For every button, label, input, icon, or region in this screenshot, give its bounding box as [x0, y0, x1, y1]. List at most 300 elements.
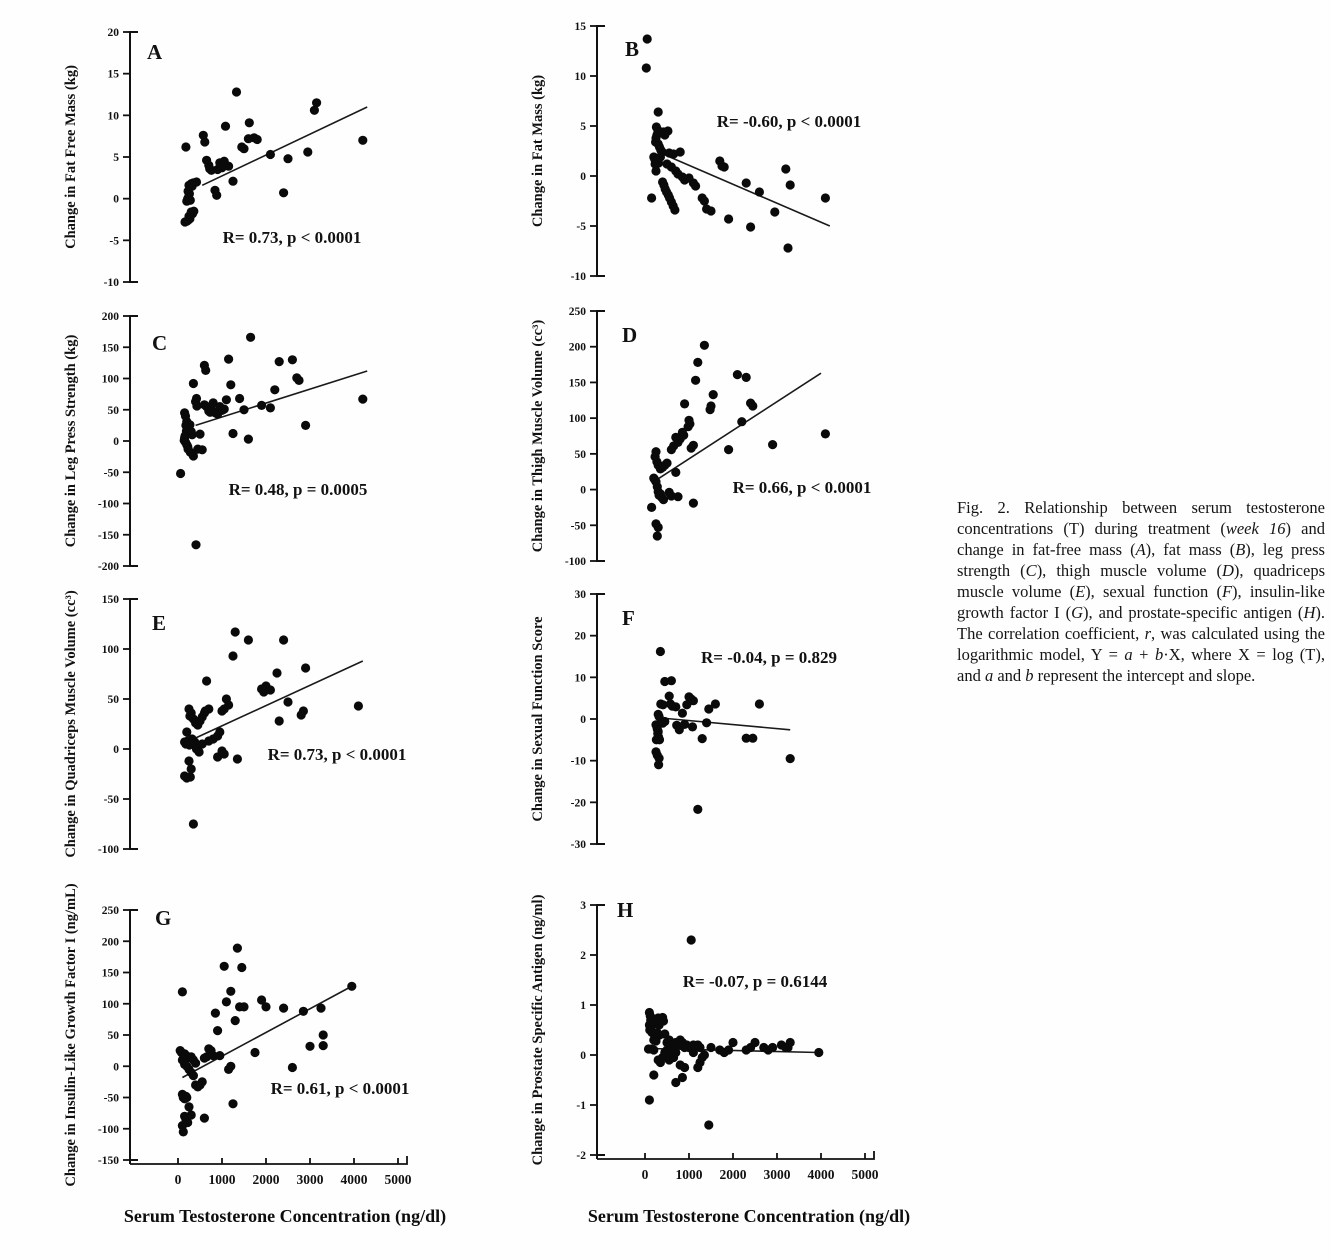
- y-tick-label: -5: [109, 235, 119, 248]
- data-point: [279, 188, 288, 197]
- data-point: [198, 1077, 207, 1086]
- y-tick-label: -20: [570, 797, 586, 810]
- x-tick-label: 3000: [763, 1167, 791, 1182]
- data-point: [217, 706, 226, 715]
- caption-segment: F: [1221, 582, 1233, 601]
- panel-letter: A: [147, 40, 163, 64]
- data-point: [654, 107, 663, 116]
- y-axis: [130, 910, 138, 1160]
- data-point: [706, 405, 715, 414]
- data-point: [233, 754, 242, 763]
- data-point: [748, 401, 757, 410]
- y-tick-label: -5: [576, 221, 586, 233]
- caption-segment: represent the intercept and slope.: [1033, 666, 1256, 685]
- y-tick-label: 100: [101, 998, 119, 1011]
- data-point: [720, 162, 729, 171]
- y-tick-label: 50: [107, 404, 119, 417]
- data-point: [184, 756, 193, 765]
- panel-letter: E: [152, 611, 167, 635]
- y-tick-label: 10: [107, 110, 119, 123]
- x-tick-label: 4000: [807, 1167, 835, 1182]
- regression-line: [658, 373, 821, 479]
- data-point: [212, 191, 221, 200]
- data-point: [700, 1050, 709, 1059]
- panel-E-plot: [55, 585, 485, 877]
- x-tick-label: 0: [174, 1172, 182, 1187]
- y-tick-label: 50: [574, 448, 586, 461]
- data-point: [689, 1048, 698, 1057]
- data-point: [667, 445, 676, 454]
- caption-segment: ·X, where X = log (T), and: [957, 645, 1326, 685]
- y-tick-label: 0: [113, 436, 119, 448]
- caption-segment: C: [1025, 561, 1037, 580]
- y-tick-label: 150: [101, 594, 119, 606]
- y-axis-label: Change in Leg Press Strength (kg): [63, 334, 79, 548]
- y-tick-label: 200: [568, 341, 586, 354]
- caption-segment: ), leg press strength (: [957, 540, 1325, 580]
- y-tick-label: 50: [107, 694, 119, 706]
- regression-line: [196, 371, 368, 425]
- y-axis-label: Change in Insulin-Like Growth Factor I (ng/mL): [63, 883, 79, 1187]
- data-point: [235, 394, 244, 403]
- data-point: [211, 1009, 220, 1018]
- data-point: [649, 1070, 658, 1079]
- data-point: [770, 207, 779, 216]
- panel-letter: H: [617, 898, 634, 922]
- data-point: [288, 355, 297, 364]
- data-point: [755, 699, 764, 708]
- data-point: [195, 430, 204, 439]
- data-point: [270, 385, 279, 394]
- data-point: [746, 222, 755, 231]
- data-point: [659, 495, 668, 504]
- data-point: [266, 685, 275, 694]
- data-point: [654, 523, 663, 532]
- data-point: [266, 150, 275, 159]
- y-tick-label: -100: [97, 498, 119, 511]
- caption-segment: a: [984, 666, 994, 685]
- y-tick-label: 0: [580, 714, 586, 726]
- y-tick-label: -100: [97, 844, 119, 856]
- data-point: [200, 1114, 209, 1123]
- y-tick-label: -10: [103, 277, 119, 289]
- data-point: [706, 206, 715, 215]
- data-point: [224, 355, 233, 364]
- x-tick-label: 1000: [675, 1167, 703, 1182]
- caption-segment: D: [1221, 561, 1234, 580]
- data-point: [691, 376, 700, 385]
- data-point: [647, 503, 656, 512]
- correlation-annotation: R= 0.66, p < 0.0001: [732, 478, 872, 497]
- data-point: [283, 697, 292, 706]
- data-point: [187, 1110, 196, 1119]
- data-point: [706, 1043, 715, 1052]
- data-point: [283, 154, 292, 163]
- data-point: [688, 722, 697, 731]
- y-tick-label: -50: [103, 794, 119, 806]
- data-point: [221, 122, 230, 131]
- data-point: [279, 1004, 288, 1013]
- data-point: [687, 935, 696, 944]
- regression-line: [202, 107, 367, 185]
- data-point: [244, 635, 253, 644]
- caption-segment: ). The correlation coefficient,: [957, 603, 1325, 643]
- data-point: [768, 1043, 777, 1052]
- data-point: [693, 805, 702, 814]
- data-point: [213, 1026, 222, 1035]
- data-point: [303, 147, 312, 156]
- y-tick-label: -100: [564, 556, 586, 568]
- caption-segment: ), fat mass (: [1145, 540, 1236, 559]
- data-point: [724, 214, 733, 223]
- data-point: [204, 704, 213, 713]
- data-point: [671, 1078, 680, 1087]
- data-point: [246, 333, 255, 342]
- data-point: [228, 177, 237, 186]
- data-point: [244, 134, 253, 143]
- data-point: [192, 394, 201, 403]
- data-point: [665, 692, 674, 701]
- data-point: [742, 178, 751, 187]
- caption-segment: E: [1075, 582, 1086, 601]
- y-axis: [130, 32, 138, 282]
- x-tick-label: 5000: [384, 1172, 412, 1187]
- data-point: [347, 982, 356, 991]
- y-axis: [130, 599, 138, 849]
- y-tick-label: 0: [580, 1050, 586, 1062]
- data-point: [680, 1063, 689, 1072]
- data-point: [301, 663, 310, 672]
- y-tick-label: -150: [97, 1155, 119, 1167]
- data-point: [821, 193, 830, 202]
- data-point: [189, 819, 198, 828]
- panel-H-plot: [522, 891, 952, 1199]
- x-tick-label: 3000: [296, 1172, 324, 1187]
- y-axis: [130, 316, 138, 566]
- y-tick-label: 10: [574, 672, 586, 685]
- caption-segment: b: [1025, 666, 1034, 685]
- regression-line: [658, 152, 830, 226]
- caption-segment: a: [1124, 645, 1133, 664]
- data-point: [651, 166, 660, 175]
- y-tick-label: -50: [570, 520, 586, 533]
- panel-D-plot: [522, 297, 952, 589]
- data-point: [305, 1042, 314, 1051]
- y-tick-label: 0: [580, 484, 586, 497]
- y-tick-label: 1: [580, 1000, 586, 1012]
- data-point: [700, 196, 709, 205]
- data-point: [660, 717, 669, 726]
- data-point: [224, 162, 233, 171]
- y-tick-label: 5: [580, 121, 586, 133]
- y-axis: [597, 311, 605, 561]
- panel-letter: G: [155, 906, 172, 930]
- y-axis-label: Change in Sexual Function Score: [530, 616, 546, 822]
- data-point: [215, 727, 224, 736]
- data-point: [215, 1051, 224, 1060]
- data-point: [198, 445, 207, 454]
- data-point: [814, 1048, 823, 1057]
- data-point: [189, 1071, 198, 1080]
- y-tick-label: 15: [107, 68, 119, 81]
- data-point: [651, 1036, 660, 1045]
- data-point: [228, 1099, 237, 1108]
- y-tick-label: 3: [580, 900, 586, 912]
- data-point: [689, 499, 698, 508]
- data-point: [202, 676, 211, 685]
- data-point: [244, 435, 253, 444]
- data-point: [253, 135, 262, 144]
- data-point: [659, 1016, 668, 1025]
- data-point: [319, 1030, 328, 1039]
- y-tick-label: 200: [101, 311, 119, 323]
- data-point: [647, 193, 656, 202]
- caption-segment: r: [1144, 624, 1151, 643]
- data-point: [658, 700, 667, 709]
- panel-B-plot: [522, 12, 952, 304]
- y-tick-label: -1: [576, 1100, 586, 1112]
- x-tick-label: 2000: [252, 1172, 280, 1187]
- data-point: [178, 987, 187, 996]
- caption-segment: ), quadriceps muscle volume (: [957, 561, 1326, 601]
- x-axis-title-right: Serum Testosterone Concentration (ng/dl): [587, 1206, 911, 1226]
- data-point: [671, 468, 680, 477]
- y-tick-label: 20: [574, 630, 586, 643]
- data-point: [693, 358, 702, 367]
- data-point: [786, 754, 795, 763]
- data-point: [232, 87, 241, 96]
- data-point: [299, 1007, 308, 1016]
- data-point: [671, 1048, 680, 1057]
- data-point: [226, 380, 235, 389]
- data-point: [655, 735, 664, 744]
- data-point: [192, 177, 201, 186]
- x-tick-label: 0: [641, 1167, 649, 1182]
- y-tick-label: 150: [101, 967, 119, 980]
- panel-letter: D: [622, 323, 638, 347]
- correlation-annotation: R= 0.73, p < 0.0001: [267, 745, 407, 764]
- y-tick-label: 150: [568, 377, 586, 390]
- y-tick-label: 30: [574, 589, 586, 601]
- y-axis: [597, 905, 605, 1155]
- caption-segment: ), insulin-like growth factor I (: [957, 582, 1325, 622]
- correlation-annotation: R= -0.07, p = 0.6144: [682, 972, 828, 991]
- caption-segment: week 16: [1225, 519, 1286, 538]
- data-point: [755, 187, 764, 196]
- data-point: [673, 492, 682, 501]
- y-tick-label: -150: [97, 529, 119, 542]
- data-point: [656, 152, 665, 161]
- data-point: [176, 469, 185, 478]
- y-tick-label: 250: [568, 306, 586, 318]
- data-point: [191, 540, 200, 549]
- data-point: [682, 700, 691, 709]
- data-point: [237, 963, 246, 972]
- data-point: [724, 445, 733, 454]
- data-point: [733, 370, 742, 379]
- data-point: [239, 144, 248, 153]
- data-point: [821, 429, 830, 438]
- correlation-annotation: R= 0.73, p < 0.0001: [222, 228, 362, 247]
- data-point: [678, 709, 687, 718]
- y-tick-label: -30: [570, 839, 586, 851]
- data-point: [728, 1038, 737, 1047]
- caption-segment: ) and change in fat-free mass (: [957, 519, 1325, 559]
- y-tick-label: 10: [574, 71, 586, 83]
- y-tick-label: 5: [113, 152, 119, 164]
- data-point: [698, 734, 707, 743]
- data-point: [768, 440, 777, 449]
- data-point: [220, 405, 229, 414]
- data-point: [182, 1093, 191, 1102]
- panel-F-plot: [522, 580, 952, 872]
- data-point: [239, 405, 248, 414]
- figure-caption: [957, 497, 1325, 686]
- data-point: [656, 647, 665, 656]
- y-tick-label: 20: [107, 27, 119, 39]
- x-tick-label: 4000: [340, 1172, 368, 1187]
- caption-segment: ), sexual function (: [1085, 582, 1222, 601]
- data-point: [228, 651, 237, 660]
- y-tick-label: 2: [580, 950, 586, 962]
- data-point: [687, 444, 696, 453]
- data-point: [220, 962, 229, 971]
- data-point: [279, 635, 288, 644]
- panel-A-plot: [55, 18, 485, 310]
- data-point: [680, 720, 689, 729]
- panel-C-plot: [55, 302, 485, 594]
- data-point: [667, 676, 676, 685]
- y-tick-label: 100: [101, 644, 119, 656]
- y-tick-label: 200: [101, 936, 119, 949]
- y-tick-label: -100: [97, 1123, 119, 1136]
- panel-letter: B: [625, 37, 640, 61]
- x-tick-label: 1000: [208, 1172, 236, 1187]
- data-point: [257, 401, 266, 410]
- data-point: [201, 366, 210, 375]
- data-point: [700, 341, 709, 350]
- data-point: [783, 243, 792, 252]
- caption-segment: and: [993, 666, 1026, 685]
- data-point: [642, 63, 651, 72]
- data-point: [184, 1102, 193, 1111]
- data-point: [649, 1045, 658, 1054]
- data-point: [358, 395, 367, 404]
- caption-segment: G: [1071, 603, 1084, 622]
- data-point: [702, 718, 711, 727]
- data-point: [186, 196, 195, 205]
- data-point: [222, 997, 231, 1006]
- data-point: [653, 531, 662, 540]
- correlation-annotation: R= -0.04, p = 0.829: [700, 648, 838, 667]
- y-axis-label: Change in Thigh Muscle Volume (cc³): [530, 319, 546, 553]
- y-axis-label: Change in Quadriceps Muscle Volume (cc³): [63, 590, 79, 858]
- data-point: [663, 126, 672, 135]
- x-tick-label: 2000: [719, 1167, 747, 1182]
- y-axis-label: Change in Fat Free Mass (kg): [63, 65, 79, 249]
- y-tick-label: 100: [101, 373, 119, 386]
- data-point: [301, 421, 310, 430]
- data-point: [312, 98, 321, 107]
- data-point: [188, 430, 197, 439]
- data-point: [231, 1016, 240, 1025]
- caption-segment: H: [1303, 603, 1316, 622]
- data-point: [250, 1048, 259, 1057]
- data-point: [783, 1043, 792, 1052]
- data-point: [275, 357, 284, 366]
- data-point: [781, 164, 790, 173]
- data-point: [691, 181, 700, 190]
- y-tick-label: -50: [103, 1092, 119, 1105]
- caption-segment: A: [1135, 540, 1146, 559]
- data-point: [275, 716, 284, 725]
- data-point: [676, 147, 685, 156]
- caption-segment: ), and prostate-specific antigen (: [1083, 603, 1304, 622]
- y-tick-label: 0: [113, 193, 119, 206]
- data-point: [680, 399, 689, 408]
- y-tick-label: 15: [574, 21, 586, 33]
- data-point: [226, 1062, 235, 1071]
- data-point: [786, 180, 795, 189]
- y-tick-label: 0: [113, 1061, 119, 1074]
- caption-segment: +: [1132, 645, 1155, 664]
- data-point: [239, 1002, 248, 1011]
- data-point: [245, 118, 254, 127]
- y-tick-label: 0: [580, 171, 586, 183]
- caption-segment: B: [1235, 540, 1246, 559]
- data-point: [200, 137, 209, 146]
- y-axis: [597, 594, 605, 844]
- y-tick-label: -10: [570, 755, 586, 768]
- data-point: [737, 417, 746, 426]
- y-tick-label: 250: [101, 905, 119, 917]
- correlation-annotation: R= -0.60, p < 0.0001: [716, 112, 862, 131]
- data-point: [654, 760, 663, 769]
- data-point: [704, 1120, 713, 1129]
- data-point: [184, 216, 193, 225]
- data-point: [297, 710, 306, 719]
- data-point: [261, 1002, 270, 1011]
- data-point: [266, 403, 275, 412]
- caption-segment: Fig. 2. Relationship between serum testosterone concentrations (T) during treatment (: [957, 498, 1325, 538]
- data-point: [748, 734, 757, 743]
- data-point: [222, 395, 231, 404]
- data-point: [233, 944, 242, 953]
- panel-G-plot: [55, 883, 485, 1204]
- data-point: [272, 668, 281, 677]
- y-axis: [597, 26, 605, 276]
- y-tick-label: -10: [570, 271, 586, 283]
- correlation-annotation: R= 0.48, p = 0.0005: [228, 480, 368, 499]
- y-tick-label: -2: [576, 1150, 586, 1162]
- data-point: [742, 373, 751, 382]
- data-point: [189, 379, 198, 388]
- data-point: [354, 701, 363, 710]
- x-axis: [597, 1151, 874, 1159]
- y-tick-label: -200: [97, 561, 119, 573]
- data-point: [181, 142, 190, 151]
- data-point: [709, 390, 718, 399]
- y-tick-label: 50: [107, 1030, 119, 1042]
- data-point: [643, 34, 652, 43]
- panel-letter: F: [622, 606, 635, 630]
- y-axis-label: Change in Prostate Specific Antigen (ng/ml): [530, 894, 546, 1166]
- data-point: [316, 1004, 325, 1013]
- y-tick-label: -50: [103, 467, 119, 480]
- data-point: [670, 205, 679, 214]
- data-point: [179, 1127, 188, 1136]
- data-point: [750, 1038, 759, 1047]
